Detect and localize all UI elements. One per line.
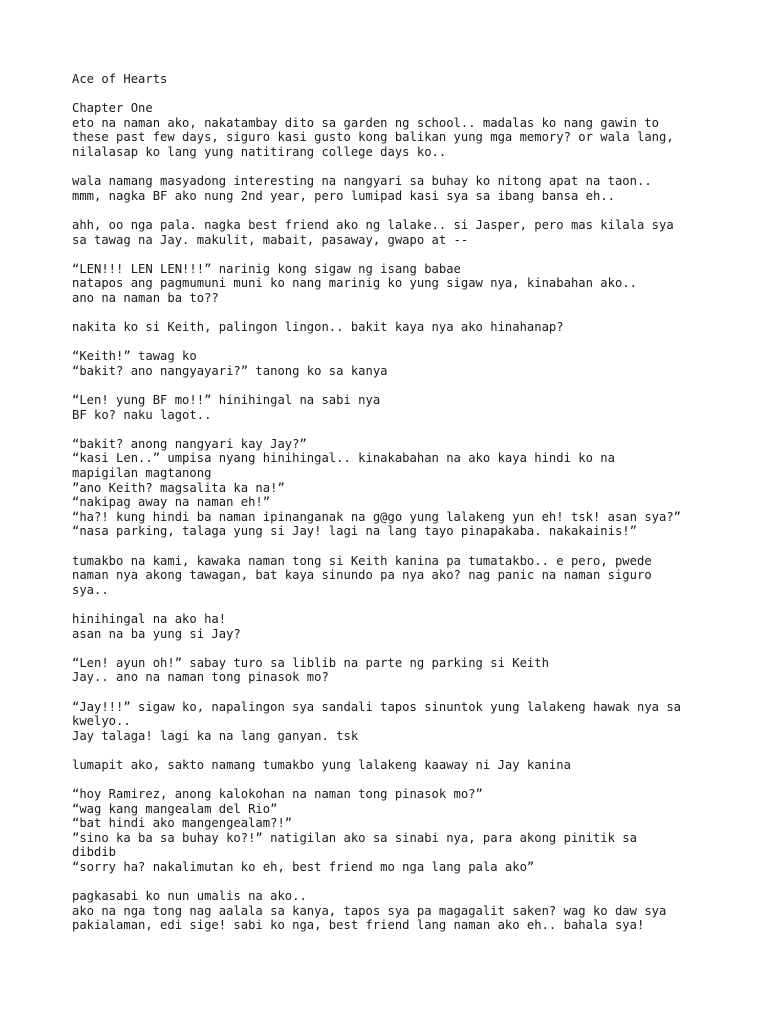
paragraph (72, 554, 732, 598)
text-line: kwelyo.. (72, 714, 131, 729)
text-line: BF ko? naku lagot.. (72, 407, 212, 422)
text-line: asan na ba yung si Jay? (72, 626, 241, 641)
text-line: ”sino ka ba sa buhay ko?!” natigilan ako sa sinabi nya, para akong pinitik sa (72, 830, 637, 845)
text-line: sya.. (72, 582, 109, 597)
text-line: “hoy Ramirez, anong kalokohan na naman tong pinasok mo?” (72, 787, 483, 802)
text-line: ako na nga tong nag aalala sa kanya, tapos sya pa magagalit saken? wag ko daw sya (72, 903, 667, 918)
paragraph (72, 758, 732, 773)
text-line: “bat hindi ako mangengealam?!” (72, 816, 293, 831)
text-line: nilalasap ko lang yung natitirang college days ko.. (72, 144, 447, 159)
text-line: sa tawag na Jay. makulit, mabait, pasaway, gwapo at -- (72, 232, 469, 247)
text-line: these past few days, siguro kasi gusto kong balikan yung mga memory? or wala lang, (72, 130, 674, 145)
paragraph (72, 174, 732, 203)
document-title-block (72, 72, 732, 87)
paragraph (72, 393, 732, 422)
paragraph (72, 101, 732, 159)
paragraph (72, 700, 732, 744)
paragraph (72, 218, 732, 247)
text-line: “Keith!” tawag ko (72, 349, 197, 364)
paragraph (72, 656, 732, 685)
paragraph (72, 889, 732, 933)
text-line: “Jay!!!” sigaw ko, napalingon sya sandali tapos sinuntok yung lalakeng hawak nya sa (72, 699, 682, 714)
text-line: natapos ang pagmumuni muni ko nang marinig ko yung sigaw nya, kinabahan ako.. (72, 276, 637, 291)
text-line: lumapit ako, sakto namang tumakbo yung lalakeng kaaway ni Jay kanina (72, 757, 571, 772)
text-line: “Len! yung BF mo!!” hinihingal na sabi nya (72, 393, 381, 408)
text-line: “bakit? ano nangyayari?” tanong ko sa kanya (72, 363, 388, 378)
text-line: “ha?! kung hindi ba naman ipinanganak na g@go yung lalakeng yun eh! tsk! asan sya?” (72, 509, 682, 524)
text-line: “bakit? anong nangyari kay Jay?” (72, 436, 307, 451)
text-line: mapigilan magtanong (72, 466, 212, 481)
text-line: “Len! ayun oh!” sabay turo sa liblib na parte ng parking si Keith (72, 655, 549, 670)
document-body (72, 72, 732, 948)
text-line: “nakipag away na naman eh!” (72, 495, 271, 510)
text-line: Jay talaga! lagi ka na lang ganyan. tsk (72, 728, 359, 743)
paragraph (72, 349, 732, 378)
text-line: pagkasabi ko nun umalis na ako.. (72, 889, 307, 904)
text-line: naman nya akong tawagan, bat kaya sinundo pa nya ako? nag panic na naman siguro (72, 568, 652, 583)
paragraph (72, 437, 732, 539)
text-line: ano na naman ba to?? (72, 290, 219, 305)
text-line: “wag kang mangealam del Rio” (72, 801, 278, 816)
text-line: “sorry ha? nakalimutan ko eh, best friend mo nga lang pala ako” (72, 860, 535, 875)
text-line: “LEN!!! LEN LEN!!!” narinig kong sigaw ng isang babae (72, 261, 461, 276)
paragraph (72, 262, 732, 306)
text-line: ”ano Keith? magsalita ka na!” (72, 480, 285, 495)
paragraph (72, 612, 732, 641)
paragraph (72, 787, 732, 875)
text-line: eto na naman ako, nakatambay dito sa garden ng school.. madalas ko nang gawin to (72, 115, 659, 130)
paragraph (72, 320, 732, 335)
text-line: hinihingal na ako ha! (72, 611, 227, 626)
chapter-heading: Chapter One (72, 101, 153, 116)
text-line: “nasa parking, talaga yung si Jay! lagi na lang tayo pinapakaba. nakakainis!” (72, 524, 637, 539)
text-line: pakialaman, edi sige! sabi ko nga, best friend lang naman ako eh.. bahala sya! (72, 918, 645, 933)
text-line: tumakbo na kami, kawaka naman tong si Keith kanina pa tumatakbo.. e pero, pwede (72, 553, 652, 568)
text-line: Jay.. ano na naman tong pinasok mo? (72, 670, 329, 685)
text-line: mmm, nagka BF ako nung 2nd year, pero lumipad kasi sya sa ibang bansa eh.. (72, 188, 615, 203)
text-line: dibdib (72, 845, 117, 860)
text-line: ahh, oo nga pala. nagka best friend ako ng lalake.. si Jasper, pero mas kilala sya (72, 217, 674, 232)
text-line: wala namang masyadong interesting na nangyari sa buhay ko nitong apat na taon.. (72, 174, 652, 189)
text-line: “kasi Len..” umpisa nyang hinihingal.. kinakabahan na ako kaya hindi ko na (72, 451, 615, 466)
document-title: Ace of Hearts (72, 72, 168, 86)
text-line: nakita ko si Keith, palingon lingon.. bakit kaya nya ako hinahanap? (72, 320, 564, 335)
